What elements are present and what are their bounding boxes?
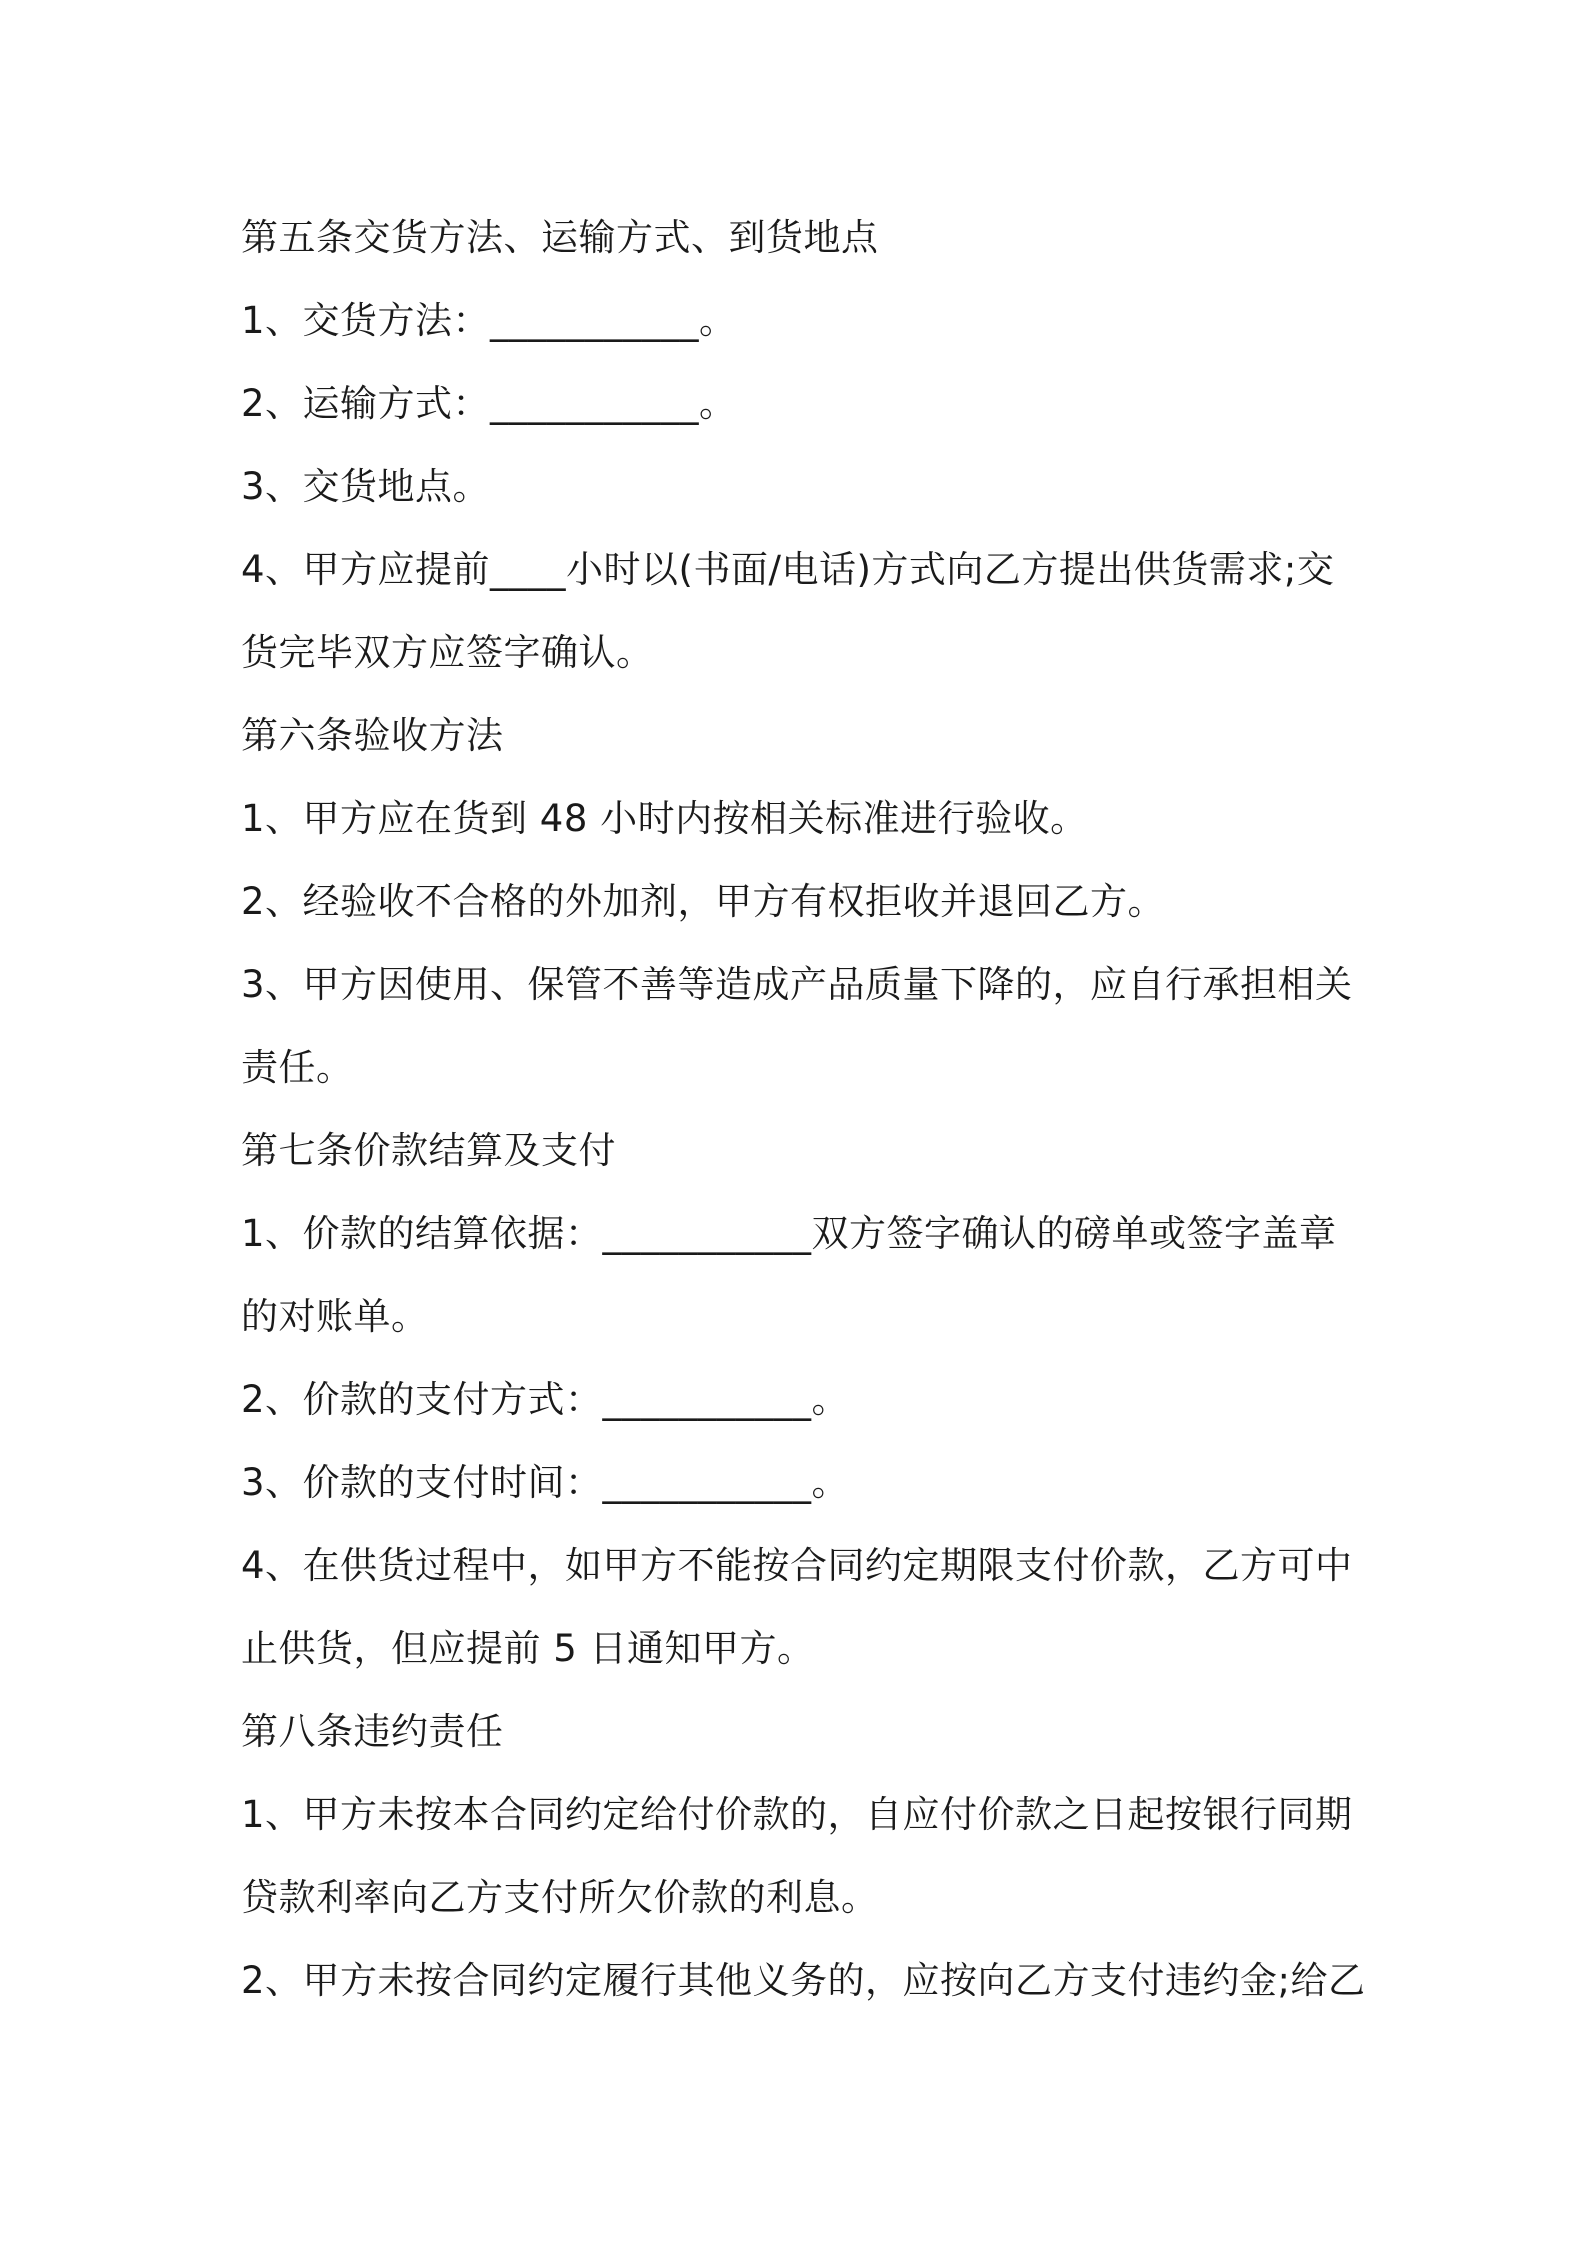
article-5-heading: 第五条交货方法、运输方式、到货地点 [241, 216, 879, 259]
article-8-item-1: 1、甲方未按本合同约定给付价款的，自应付价款之日起按银行同期 [241, 1793, 1353, 1836]
article-8-item-2: 2、甲方未按合同约定履行其他义务的，应按向乙方支付违约金;给乙 [241, 1959, 1366, 2002]
article-7-item-1-cont: 的对账单。 [241, 1295, 429, 1338]
article-6-item-2: 2、经验收不合格的外加剂，甲方有权拒收并退回乙方。 [241, 880, 1166, 923]
document-body [241, 196, 1366, 2022]
article-8-heading: 第八条违约责任 [241, 1710, 504, 1753]
article-6-item-3-cont: 责任。 [241, 1046, 354, 1089]
article-6-heading: 第六条验收方法 [241, 714, 504, 757]
article-5-item-3: 3、交货地点。 [241, 465, 491, 508]
article-8-item-1-cont: 贷款利率向乙方支付所欠价款的利息。 [241, 1876, 879, 1919]
article-5-item-4-cont: 货完毕双方应签字确认。 [241, 631, 654, 674]
article-7-item-4: 4、在供货过程中，如甲方不能按合同约定期限支付价款，乙方可中 [241, 1544, 1353, 1587]
article-7-item-2: 2、价款的支付方式：___________。 [241, 1378, 850, 1421]
article-6-item-3: 3、甲方因使用、保管不善等造成产品质量下降的，应自行承担相关 [241, 963, 1353, 1006]
article-7-item-3: 3、价款的支付时间：___________。 [241, 1461, 850, 1504]
article-7-item-4-cont: 止供货，但应提前 5 日通知甲方。 [241, 1627, 815, 1670]
article-5-item-4: 4、甲方应提前____小时以(书面/电话)方式向乙方提出供货需求;交 [241, 548, 1335, 591]
article-7-item-1: 1、价款的结算依据：___________双方签字确认的磅单或签字盖章 [241, 1212, 1337, 1255]
article-7-heading: 第七条价款结算及支付 [241, 1129, 616, 1172]
article-5-item-1: 1、交货方法：___________。 [241, 299, 737, 342]
article-6-item-1: 1、甲方应在货到 48 小时内按相关标准进行验收。 [241, 797, 1088, 840]
article-5-item-2: 2、运输方式：___________。 [241, 382, 737, 425]
